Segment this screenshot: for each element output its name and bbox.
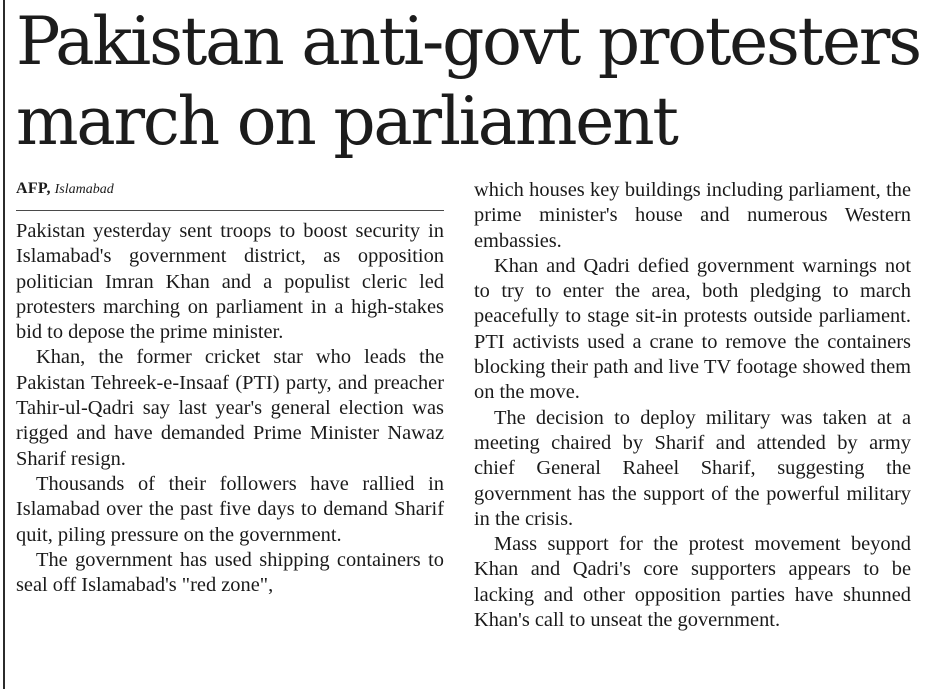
paragraph-3: Thousands of their followers have rallied in Islamabad over the past five days to demand Sharif quit, piling pressure on the government.	[16, 472, 444, 546]
byline-agency: AFP,	[16, 180, 51, 197]
paragraph-2: Khan, the former cricket star who leads the Pakistan Tehreek-e-Insaaf (PTI) party, and preacher Tahir-ul-Qadri say last year's general election was rigged and have demanded Prime Minister Nawaz Sharif resign.	[16, 346, 444, 470]
byline-divider	[16, 210, 444, 211]
headline-line-2: march on parliament	[16, 83, 677, 160]
paragraph-5: Khan and Qadri defied government warnings not to try to enter the area, both pledging to march peacefully to stage sit-in protests outside parliament. PTI activists used a crane to remove the containers blocking their path and live TV footage showed them on the move.	[474, 254, 911, 404]
article-column-right	[474, 178, 911, 633]
headline-line-1: Pakistan anti-govt protesters	[16, 3, 920, 80]
paragraph-6: The decision to deploy military was taken at a meeting chaired by Sharif and attended by army chief General Raheel Sharif, suggesting the government has the support of the powerful military in the crisis.	[474, 406, 911, 530]
byline-location: Islamabad	[54, 182, 114, 197]
byline	[16, 178, 444, 202]
headline	[16, 2, 921, 162]
paragraph-1: Pakistan yesterday sent troops to boost security in Islamabad's government district, as opposition politician Imran Khan and a populist cleric led protesters marching on parliament in a high-stakes bid to depose the prime minister.	[16, 220, 444, 344]
article-column-left	[16, 178, 444, 598]
paragraph-4: The government has used shipping containers to seal off Islamabad's "red zone",	[16, 548, 444, 597]
left-column-rule	[3, 0, 5, 689]
paragraph-4-continued: which houses key buildings including parliament, the prime minister's house and numerous Western embassies.	[474, 179, 911, 252]
paragraph-7: Mass support for the protest movement beyond Khan and Qadri's core supporters appears to be lacking and other opposition parties have shunned Khan's call to unseat the government.	[474, 533, 911, 632]
